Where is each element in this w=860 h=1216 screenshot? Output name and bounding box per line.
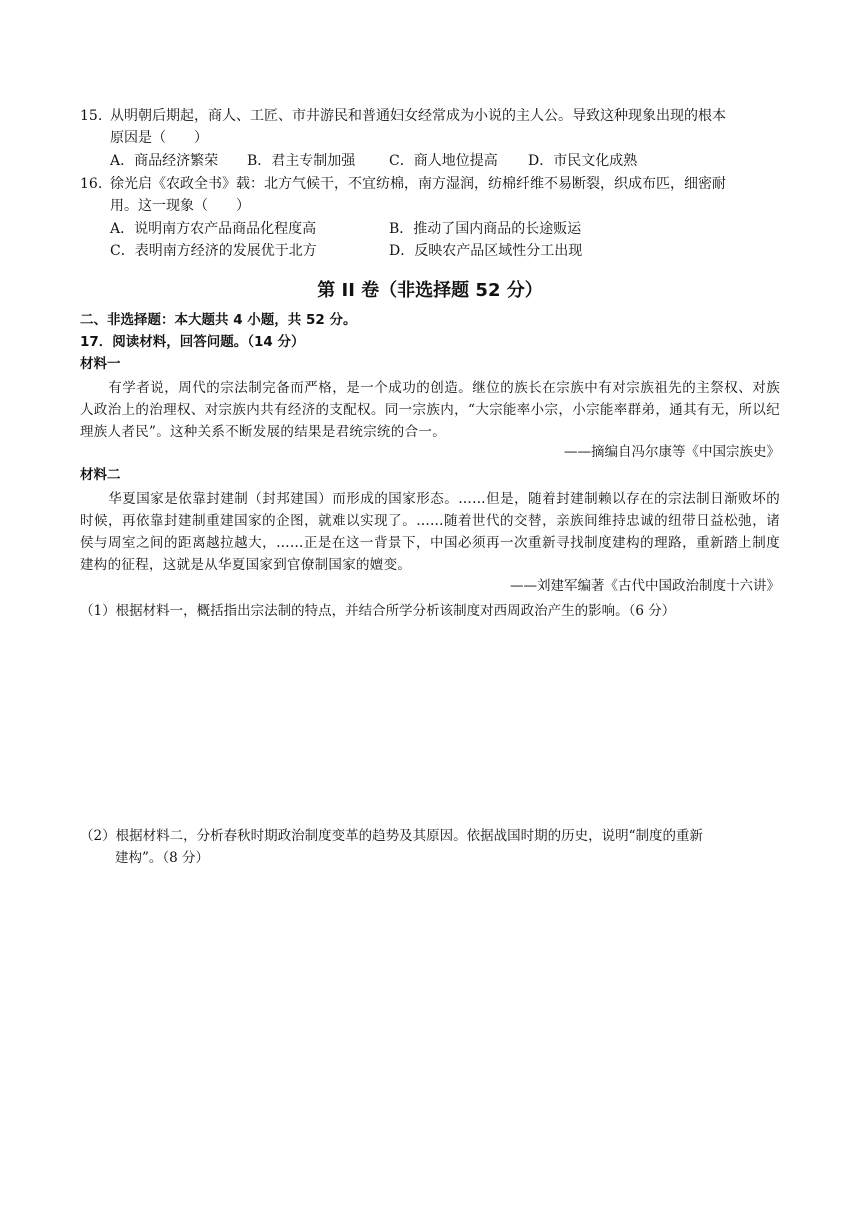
- material2-text: [80, 488, 780, 576]
- q15-option-b: B．君主专制加强: [247, 153, 356, 169]
- q17-sub2-line1: （2）根据材料二，分析春秋时期政治制度变革的趋势及其原因。依据战国时期的历史，说明“制度的重新: [80, 828, 703, 844]
- material1-label: 材料一: [80, 356, 121, 372]
- q16-option-b: B．推动了国内商品的长途贩运: [389, 221, 582, 237]
- q15-line2: 原因是（ ）: [110, 130, 208, 146]
- q15-number: 15.: [80, 108, 103, 124]
- q15-option-d: D．市民文化成熟: [528, 153, 638, 169]
- q17-sub2-line2: 建构”。（8 分）: [115, 850, 210, 866]
- material1-text: [80, 377, 780, 443]
- q17-heading: 17．阅读材料，回答问题。（14 分）: [80, 334, 305, 350]
- material1-body: 有学者说，周代的宗法制完备而严格，是一个成功的创造。继位的族长在宗族中有对宗族祖先的主祭权、对族人政治上的治理权、对宗族内共有经济的支配权。同一宗族内，“大宗能率小宗，小宗能率群弟，通其有无，所以纪理族人者民”。这种关系不断发展的结果是君统宗统的合一。: [80, 380, 780, 440]
- answer-space-1[interactable]: [80, 625, 780, 820]
- q15-option-a: A．商品经济繁荣: [110, 153, 219, 169]
- q15-option-c: C．商人地位提高: [389, 153, 498, 169]
- q16-option-a: A．说明南方农产品商品化程度高: [110, 221, 317, 237]
- section-heading: 二、非选择题：本大题共 4 小题，共 52 分。: [80, 312, 357, 328]
- q16-number: 16.: [80, 176, 103, 192]
- material1-source: ——摘编自冯尔康等《中国宗族史》: [564, 444, 780, 460]
- section-title: 第 II 卷（非选择题 52 分）: [317, 280, 543, 301]
- q16-line1: [80, 174, 726, 194]
- q16-line2: 用。这一现象（ ）: [110, 198, 250, 214]
- q15-line1: [80, 106, 726, 126]
- q15-stem: 从明朝后期起，商人、工匠、市井游民和普通妇女经常成为小说的主人公。导致这种现象出现的根本: [110, 108, 726, 124]
- q16-stem: 徐光启《农政全书》载：北方气候干，不宜纺棉，南方湿润，纺棉纤维不易断裂，织成布匹，细密耐: [110, 176, 726, 192]
- q17-sub1: （1）根据材料一，概括指出宗法制的特点，并结合所学分析该制度对西周政治产生的影响。（6 分）: [80, 603, 676, 619]
- q16-option-d: D．反映农产品区域性分工出现: [389, 243, 583, 259]
- material2-label: 材料二: [80, 467, 121, 483]
- material2-source: ——刘建军编著《古代中国政治制度十六讲》: [510, 578, 780, 594]
- q16-option-c: C．表明南方经济的发展优于北方: [110, 243, 317, 259]
- material2-body: 华夏国家是依靠封建制（封邦建国）而形成的国家形态。……但是，随着封建制赖以存在的宗法制日渐败坏的时候，再依靠封建制重建国家的企图，就难以实现了。……随着世代的交替，亲族间维持忠诚的纽带日益松弛，诸侯与周室之间的距离越拉越大，……正是在这一背景下，中国必须再一次重新寻找制度建构的理路，重新踏上制度建构的征程，这就是从华夏国家到官僚制国家的嬗变。: [80, 491, 780, 573]
- answer-space-2[interactable]: [80, 875, 780, 1175]
